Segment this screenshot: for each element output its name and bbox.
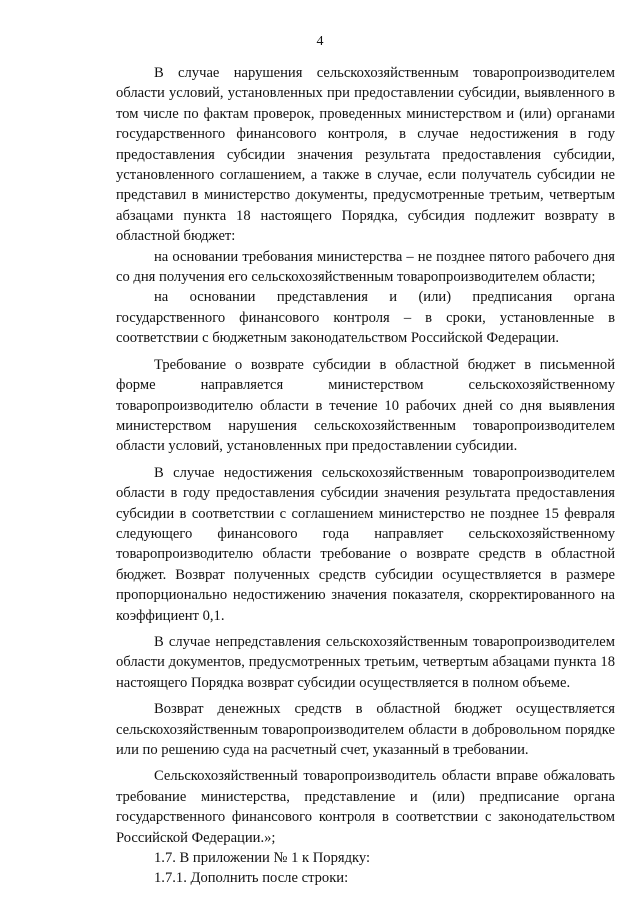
document-body <box>116 63 615 889</box>
paragraph-ministry-requirement: на основании требования министерства – не позднее пятого рабочего дня со дня получения его сельскохозяйственным товаропроизводителем области; <box>116 248 615 286</box>
paragraph-right-to-appeal: Сельскохозяйственный товаропроизводитель области вправе обжаловать требование министерства, представление и (или) предписание органа государственного финансового контроля в соответствии с законодательством Российской Федерации.»; <box>116 768 615 846</box>
paragraph-refund-procedure: Возврат денежных средств в областной бюджет осуществляется сельскохозяйственным товаропроизводителем области в добровольном порядке или по решению суда на расчетный счет, указанный в требовании. <box>116 701 615 758</box>
paragraph-written-requirement: Требование о возврате субсидии в областной бюджет в письменной форме направляется министерством сельскохозяйственному товаропроизводителю области в течение 10 рабочих дней со дня выявления министерством нарушения сельскохозяйственным товаропроизводителем области условий, установленных при предоставлении субсидии. <box>116 356 615 455</box>
paragraph-documents-not-submitted: В случае непредставления сельскохозяйственным товаропроизводителем области документов, предусмотренных третьим, четвертым абзацами пункта 18 настоящего Порядка возврат субсидии осуществляется в полном объеме. <box>116 633 615 691</box>
paragraph-return-conditions: В случае нарушения сельскохозяйственным товаропроизводителем области условий, установленных при предоставлении субсидии, выявленного в том числе по фактам проверок, проведенных министерством и (или) органами государственного финансового контроля, в случае недостижения в году предоставления субсидии значения результата предоставления субсидии, установленного соглашением, а также в случае, если получатель субсидии не представил в министерство документы, предусмотренные третьим, четвертым абзацами пункта 18 настоящего Порядка, субсидия подлежит возврату в областной бюджет: <box>116 65 615 245</box>
page-number: 4 <box>316 34 324 49</box>
paragraph-item-1-7: 1.7. В приложении № 1 к Порядку: <box>154 850 371 867</box>
paragraph-control-body: на основании представления и (или) предписания органа государственного финансового контроля – в сроки, установленные в соответствии с бюджетным законодательством Российской Федерации. <box>116 289 615 347</box>
paragraph-result-not-achieved: В случае недостижения сельскохозяйственным товаропроизводителем области в году предоставления субсидии значения результата предоставления субсидии в соответствии с соглашением министерство не позднее 15 февраля следующего финансового года направляет сельскохозяйственному товаропроизводителю области требование о возврате средств в областной бюджет. Возврат полученных средств субсидии осуществляется в размере пропорционально недостижению значения показателя, скорректированного на коэффициент 0,1. <box>116 464 615 624</box>
paragraph-item-1-7-1: 1.7.1. Дополнить после строки: <box>154 870 349 887</box>
